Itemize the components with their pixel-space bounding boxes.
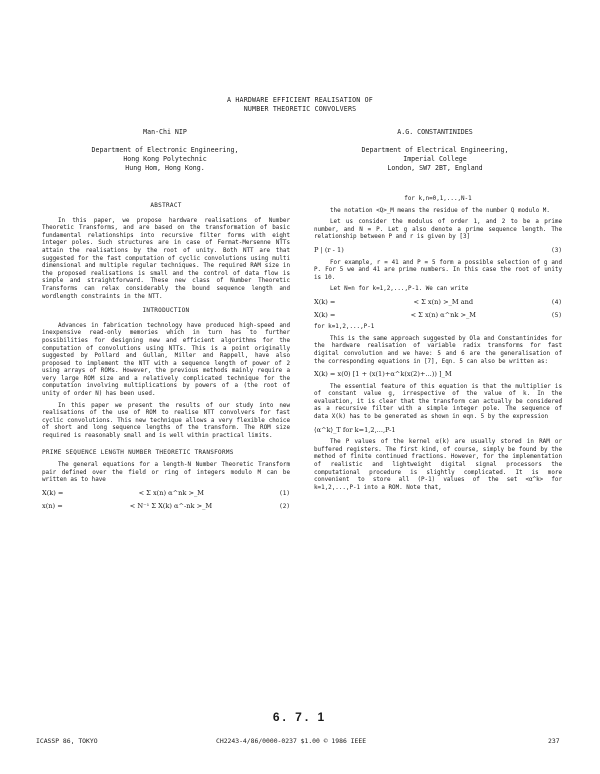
title-line-2: NUMBER THEORETIC CONVOLVERS <box>243 105 357 113</box>
equation-body: < Σ x(n) α^nk >_M <box>138 489 205 497</box>
left-column <box>42 196 290 515</box>
equation-body: P | (r - 1) <box>314 245 344 254</box>
equation-1 <box>42 490 290 498</box>
index-range: for k,n=0,1,...,N-1 <box>404 196 472 202</box>
equation-body: < Σ x(n) α^nk >_M <box>410 310 477 319</box>
equation-body: < N⁻¹ Σ X(k) α^-nk >_M <box>129 501 213 510</box>
author-affiliation-line: Hung Hom, Hong Kong. <box>125 164 205 172</box>
session-page-number: 6. 7. 1 <box>272 710 328 724</box>
equation-lhs: X(k) = <box>314 310 336 319</box>
footer-page-number: 237 <box>548 737 560 745</box>
right-paragraph: the notation <Q>_M means the residue of the number Q modulo M. <box>330 207 550 214</box>
equation-number: (1) <box>279 490 290 497</box>
equation-range: for k=1,2,...,P-1 <box>314 324 375 331</box>
equation-6 <box>314 371 562 379</box>
author-block-2 <box>310 128 560 173</box>
right-paragraph: For example, r = 41 and P = 5 form a possible selection of g and P. For 5 we and 41 are prime numbers. In this case the root of unity is 10. <box>314 259 562 281</box>
introduction-heading: INTRODUCTION <box>142 307 190 315</box>
equation-number: (3) <box>551 246 562 254</box>
equation-body: X(k) = x(0) [1 + (x(1)+α^k(x(2)+...)) ]_M <box>314 370 452 379</box>
prime-paragraph: The general equations for a length-N Number Theoretic Transform pair defined over the field or ring of integers modulo M can be written as to have <box>42 462 290 484</box>
right-paragraph: The essential feature of this equation is that the multiplier is of constant value g, irrespective of the value of k. In the evaluation, it is clear that the transform can actually be considered as a recursive filter with a simple integer pole. The sequence of data X(k) has to be generated as shown in eqn. 5 by the expression <box>314 383 562 421</box>
right-paragraph: This is the same approach suggested by Ola and Constantinides for the hardware realisation of variable radix transforms for fast digital convolution and we have: 5 and 6 are the generalisation of the corresponding equations in [7], Eqn. 5 can also be written as: <box>314 335 562 365</box>
equation-lhs: X(k) = <box>314 297 336 306</box>
equation-body: ⟨α^k⟩_T for k=1,2,...,P-1 <box>314 425 396 434</box>
right-paragraph: Let N=n for k=1,2,...,P-1. We can write <box>330 286 469 293</box>
author-affiliation-line: Hong Kong Polytechnic <box>123 155 207 163</box>
footer-copyright: CH2243-4/86/0000-0237 $1.00 © 1986 IEEE <box>216 737 367 745</box>
author-affiliation-line: Department of Electronic Engineering, <box>91 146 239 154</box>
footer-conference: ICASSP 86, TOKYO <box>36 737 98 745</box>
author-name: Man-Chi NIP <box>143 128 187 136</box>
equation-2 <box>42 503 290 511</box>
intro-paragraph: Advances in fabrication technology have produced high-speed and inexpensive read-only memories which in turn has to further possibilities for designing new and efficient algorithms for the computation of convolutions using NTTs. This is a point originally suggested by Pollard and Gullan, Miller and Rappell, have also proposed to implement the NTT with a sequence length of power of 2 using arrays of ROMs. However, the previous methods mainly require a very large ROM size and a relatively complicated technique for the computation involving multiplications by powers of a (the root of unity of order N) has been used. <box>42 322 290 398</box>
equation-number: (4) <box>551 298 562 306</box>
author-affiliation-line: London, SW7 2BT, England <box>387 164 483 172</box>
equation-number: (5) <box>551 311 562 319</box>
intro-paragraph: In this paper we present the results of our study into new realisations of the use of ROM to realise NTT convolvers for fast cyclic convolutions. This new technique allows a very flexible choice of short and long sequence lengths of the transform. The ROM size required is reasonably small and is well within practical limits. <box>42 402 290 440</box>
equation-lhs: x(n) = <box>42 501 63 510</box>
equation-4 <box>314 299 562 307</box>
equation-lhs: X(k) = <box>42 489 64 497</box>
equation-body: < Σ x(n) >_M and <box>413 297 474 306</box>
equation-3 <box>314 247 562 255</box>
abstract-text: In this paper, we propose hardware realisations of Number Theoretic Transforms, and are based on the transformation of basic fundamental relationships into recursive filter forms with eight integer poles. Such structures are in case of Fermat-Mersenne NTTs attain the realisations by the root of unity. Both NTT are that suggested for the fast computation of cyclic convolutions using multi dimensional and multiple regular techniques. The required RAM size in the proposed realisations is small and the control of data flow is simple and straightforward. These new class of Number Theoretic Transforms can relax considerably the bound sequence length and wordlength constraints in the NTT. <box>42 217 290 300</box>
equation-5 <box>314 312 562 320</box>
author-name: A.G. CONSTANTINIDES <box>397 128 473 136</box>
author-affiliation-line: Department of Electrical Engineering, <box>361 146 509 154</box>
abstract-heading: ABSTRACT <box>150 202 182 209</box>
right-paragraph: Let us consider the modulus of order 1, and 2 to be a prime number, and N = P. Let g also denote a prime sequence length. The relationship between P and r is given by [3] <box>314 219 562 241</box>
equation-number: (2) <box>279 502 290 510</box>
right-column <box>314 196 562 496</box>
author-affiliation-line: Imperial College <box>403 155 467 163</box>
title-line-1: A HARDWARE EFFICIENT REALISATION OF <box>227 96 373 104</box>
right-paragraph: The P values of the kernel α(k) are usually stored in RAM or buffered registers. The first kind, of course, simply be found by the method of finite continued fractions. However, for the implementation of realistic and lightweight digital signal processors the computational procedure is slightly complicated. It is more convenient to store all (P-1) values of the set <α^k> for k=1,2,...,P-1 into a ROM. Note that, <box>314 439 562 491</box>
author-block-1 <box>40 128 290 173</box>
prime-section-heading: PRIME SEQUENCE LENGTH NUMBER THEORETIC TRANSFORMS <box>42 448 234 456</box>
equation-7 <box>314 427 562 435</box>
paper-title <box>0 96 600 114</box>
